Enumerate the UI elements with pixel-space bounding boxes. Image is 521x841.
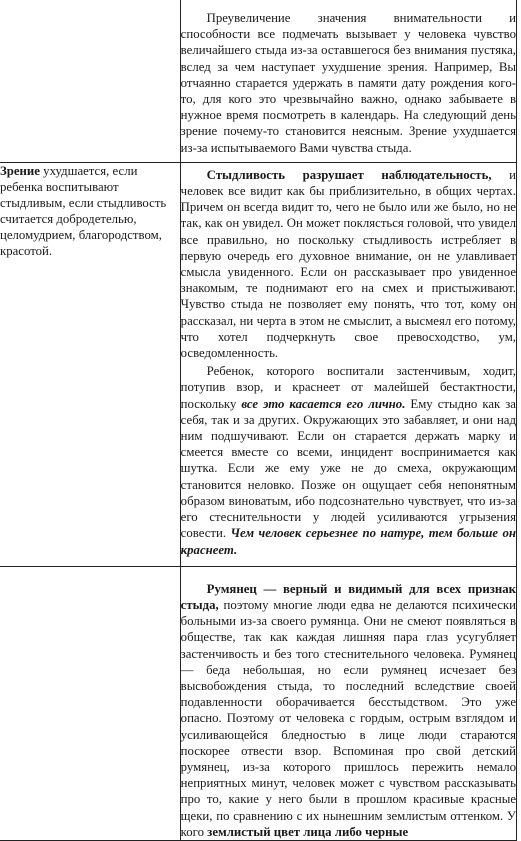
bold-text: землистый цвет лица либо черные (207, 824, 409, 839)
text-run: Ребенок, которого воспитали застенчивым, ходит, потупив взор, и краснеет от малейшей бестактности, поскольку (180, 364, 516, 411)
paragraph (181, 167, 516, 361)
table-cell-right (180, 0, 516, 162)
table-cell-left (0, 0, 180, 162)
text-run: поэтому многие люди едва не делаются психически больными из-за своего румянца. Они не смеют появляться в обществе, так как каждая лишняя пара глаз усугубляет застенчивость и без того стеснительного человека. Румянец — беда небольшая, но если румянец исчезает без высвобождения стыда, то последний вследствие своей подавленности оборачивается бесстыдством. Это уже опасно. Поэтому от человека с гордым, острым взглядом и усиливающейся бледностью в лице люди стараются поскорее отвести взор. Вспоминая про свой детский румянец, из-за которого пришлось пережить немало неприятных минут, человек может с чувством рассказывать про то, какие у него были в прошлом красивые красные щеки, по сравнению с их нынешним землистым оттенком. У кого (180, 597, 516, 839)
bold-text: Зрение (0, 163, 40, 178)
text-run: Ему стыдно как за себя, так и за других. Окружающих это забавляет, и они над ним подшучивают. Если он старается держать марку и смеется вместе со всеми, инцидент воспринимается как шутка. Если же ему уже не до смеха, окружающим становится неловко. Позже он ощущает себя непонятным образом виноватым, ибо подсознательно чувствует, что из-за его стеснительности у людей усиливаются угрызения совести. (180, 396, 516, 541)
table-row (0, 566, 517, 840)
paragraph (181, 581, 516, 840)
paragraph (181, 10, 516, 156)
table-cell-right (180, 566, 516, 840)
text-run: ухудшается, если ребенка воспитывают стыдливым, если стыдливость считается добродетелью, целомудрием, благородством, красотой. (0, 163, 167, 258)
table-cell-left (0, 566, 180, 840)
bold-italic-text: все это касается его лично. (241, 396, 406, 411)
bold-text: Румянец — верный и видимый для всех признак стыда, (180, 581, 516, 612)
table-row (0, 0, 517, 162)
left-paragraph (0, 163, 180, 259)
text-run: и человек все видит как бы приблизительно, в общих чертах. Причем он всегда видит то, чего не было или же было, но не так, как он увидел. Он может поклясться головой, что увидел все правильно, но поскольку стыдливость истребляет в первую очередь его духовное внимание, он не улавливает смысла увиденного. Если он рассказывает про увиденное знакомым, те поднимают его на смех и пристыживают. Чувство стыда не позволяет ему понять, что тот, кому он рассказал, ни черта в этом не смыслит, а высмеял его потому, что хотел подчеркнуть свое превосходство, ум, осведомленность. (180, 167, 516, 361)
table-cell-left (0, 162, 180, 566)
paragraph (181, 363, 516, 557)
text-run: Преувеличение значения внимательности и способности все подмечать вызывает у человека чувство величайшего стыда из-за оставшегося без внимания пустяка, вслед за чем наступает ухудшение зрения. Например, Вы отчаянно старается удержать в памяти дату рождения кого-то, для кого это чрезвычайно важно, однако забываете в нужное время посмотреть в календарь. На следующий день зрение почему-то становится неясным. Зрение ухудшается из-за испытываемого Вами чувства стыда. (180, 11, 516, 155)
bold-text: Стыдливость разрушает наблюдательность, (206, 167, 492, 182)
bold-italic-text: Чем человек серьезнее по натуре, тем больше он краснеет. (180, 526, 516, 557)
table-row (0, 162, 517, 566)
table-cell-right (180, 162, 516, 566)
